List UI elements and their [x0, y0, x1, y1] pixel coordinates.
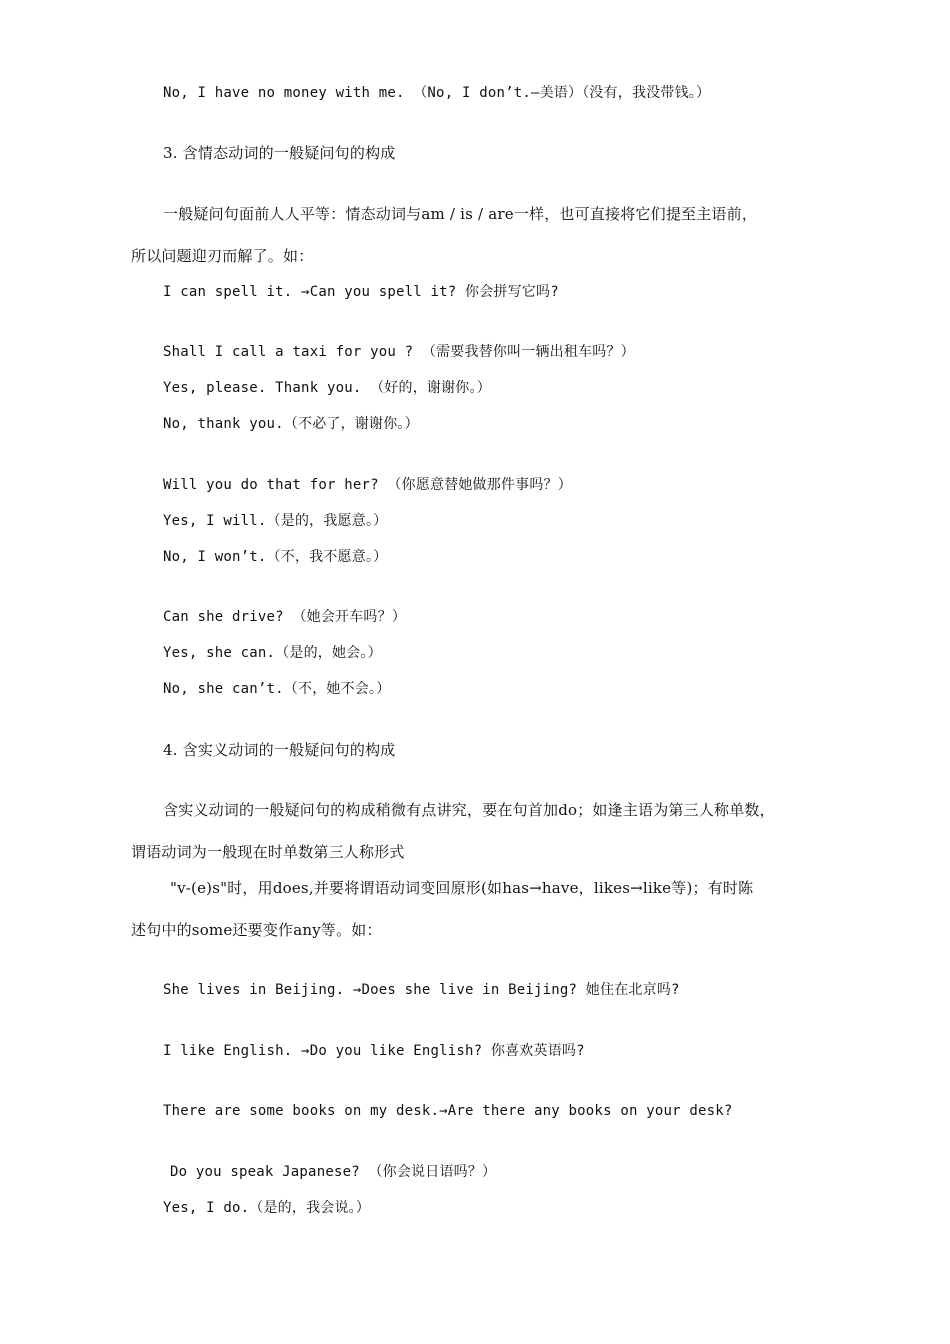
text-line: No, thank you.（不必了，谢谢你。）	[163, 416, 419, 432]
text-line: I can spell it. →Can you spell it? 你会拼写它吗?	[163, 284, 559, 300]
text-line: Will you do that for her? （你愿意替她做那件事吗？）	[163, 477, 572, 493]
text-line: 述句中的some还要变作any等。如：	[131, 921, 382, 939]
text-line: "v-(e)s"时，用does,并要将谓语动词变回原形(如has→have，likes→like等)；有时陈	[170, 879, 754, 897]
text-line: Yes, please. Thank you. （好的，谢谢你。）	[163, 380, 491, 396]
text-line: Can she drive? （她会开车吗？）	[163, 609, 407, 625]
text-line: Yes, I do.（是的，我会说。）	[163, 1200, 371, 1216]
text-line: No, I won’t.（不，我不愿意。）	[163, 549, 388, 565]
text-line: 含实义动词的一般疑问句的构成稍微有点讲究，要在句首加do；如逢主语为第三人称单数，	[163, 801, 775, 819]
text-line: She lives in Beijing. →Does she live in Beijing? 她住在北京吗?	[163, 982, 680, 998]
text-line: 一般疑问句面前人人平等：情态动词与am / is / are一样，也可直接将它们提至主语前，	[163, 205, 758, 223]
section-heading-4: 4. 含实义动词的一般疑问句的构成	[163, 741, 396, 759]
text-line: 谓语动词为一般现在时单数第三人称形式	[131, 843, 405, 861]
text-line: Yes, she can.（是的，她会。）	[163, 645, 382, 661]
text-line: No, she can’t.（不，她不会。）	[163, 681, 391, 697]
text-line: Shall I call a taxi for you ? （需要我替你叫一辆出租车吗？）	[163, 344, 635, 360]
text-line: No, I have no money with me. （No, I don’t.—美语）（没有，我没带钱。）	[163, 85, 711, 101]
text-line: 所以问题迎刃而解了。如：	[131, 247, 314, 265]
text-line: I like English. →Do you like English? 你喜欢英语吗?	[163, 1043, 585, 1059]
text-line: Do you speak Japanese? （你会说日语吗？）	[170, 1164, 497, 1180]
text-line: There are some books on my desk.→Are there any books on your desk?	[163, 1103, 733, 1119]
section-heading-3: 3. 含情态动词的一般疑问句的构成	[163, 144, 396, 162]
text-line: Yes, I will.（是的，我愿意。）	[163, 513, 388, 529]
